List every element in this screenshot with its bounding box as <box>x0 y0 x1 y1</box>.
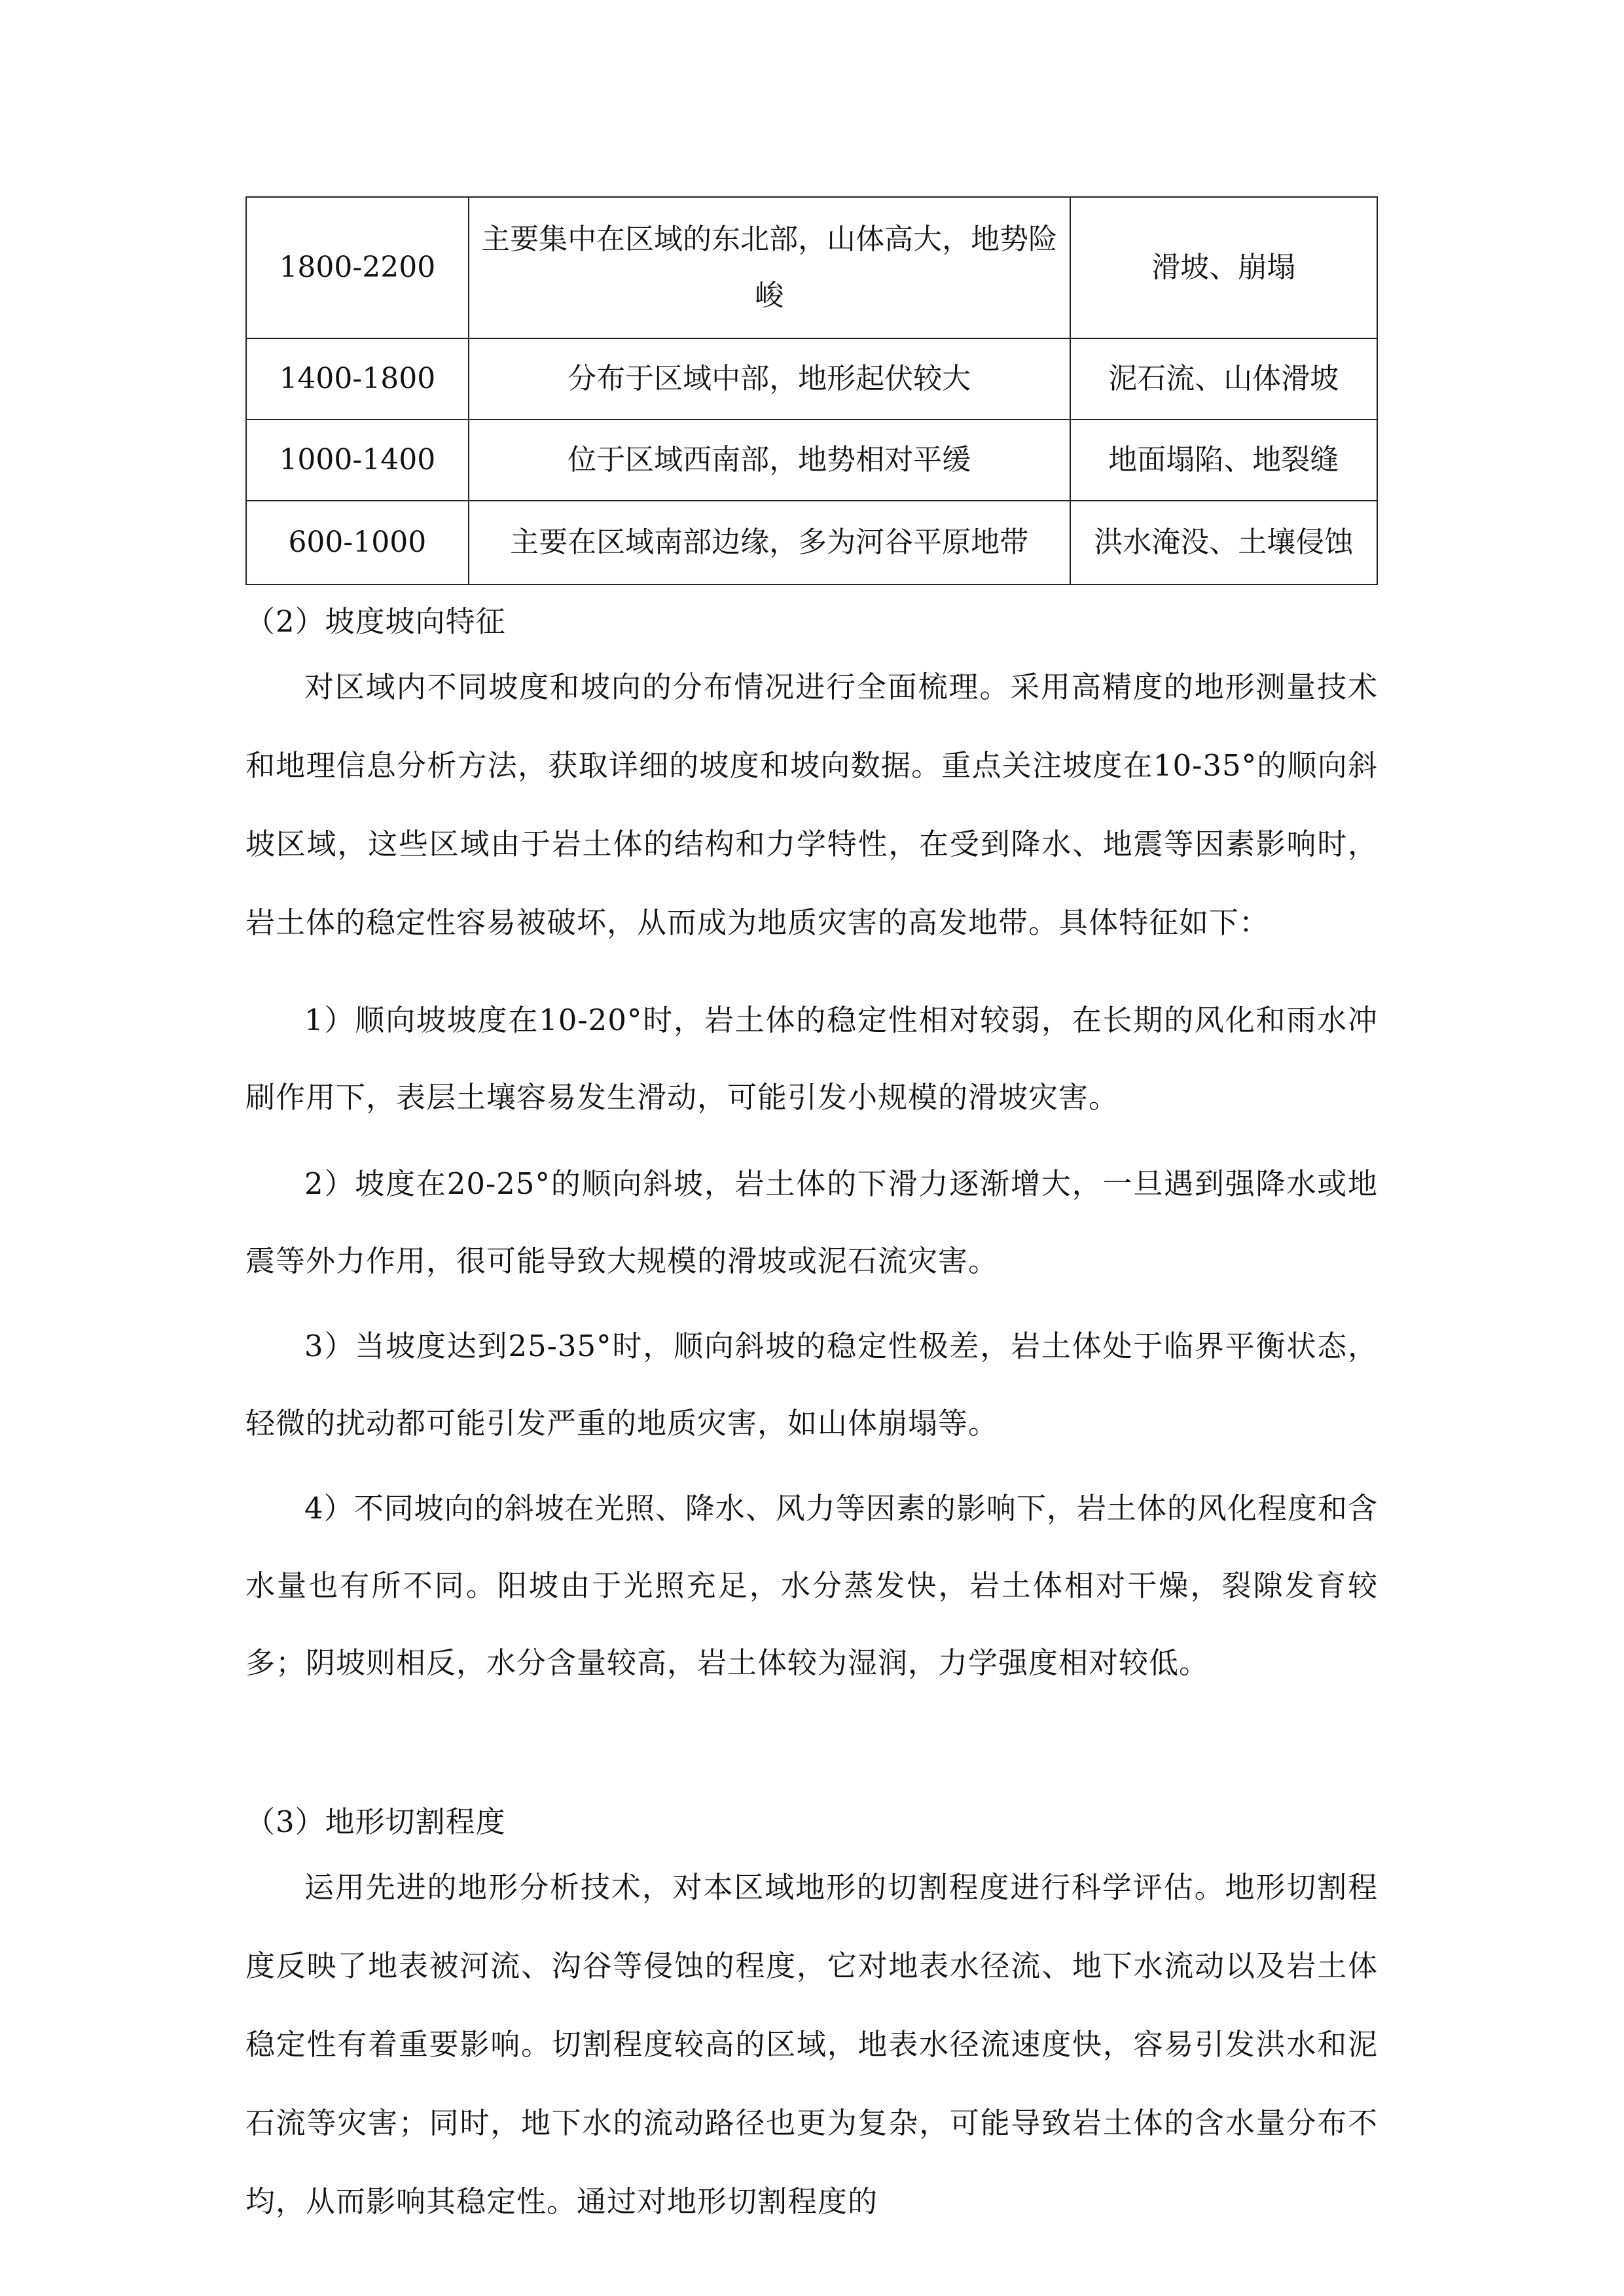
table-cell-range: 1400-1800 <box>246 338 469 420</box>
list-item: 2）坡度在20-25°的顺向斜坡，岩土体的下滑力逐渐增大，一旦遇到强降水或地震等外力作用，很可能导致大规模的滑坡或泥石流灾害。 <box>245 1166 1378 1278</box>
table-row <box>246 338 1377 420</box>
table-cell-hazard: 滑坡、崩塌 <box>1070 197 1377 338</box>
section-heading-dissection: （3）地形切割程度 <box>245 1804 506 1839</box>
list-item: 3）当坡度达到25-35°时，顺向斜坡的稳定性极差，岩土体处于临界平衡状态，轻微的扰动都可能引发严重的地质灾害，如山体崩塌等。 <box>245 1329 1378 1441</box>
table-cell-description: 主要在区域南部边缘，多为河谷平原地带 <box>469 501 1070 584</box>
table-row <box>246 420 1377 501</box>
paragraph-dissection-intro: 运用先进的地形分析技术，对本区域地形的切割程度进行科学评估。地形切割程度反映了地表被河流、沟谷等侵蚀的程度，它对地表水径流、地下水流动以及岩土体稳定性有着重要影响。切割程度较高的区域，地表水径流速度快，容易引发洪水和泥石流等灾害；同时，地下水的流动路径也更为复杂，可能导致岩土体的含水量分布不均，从而影响其稳定性。通过对地形切割程度的 <box>245 1870 1378 2219</box>
table-cell-range: 1000-1400 <box>246 420 469 501</box>
list-item: 4）不同坡向的斜坡在光照、降水、风力等因素的影响下，岩土体的风化程度和含水量也有所不同。阳坡由于光照充足，水分蒸发快，岩土体相对干燥，裂隙发育较多；阴坡则相反，水分含量较高，岩土体较为湿润，力学强度相对较低。 <box>245 1491 1378 1680</box>
paragraph-slope-intro: 对区域内不同坡度和坡向的分布情况进行全面梳理。采用高精度的地形测量技术和地理信息分析方法，获取详细的坡度和坡向数据。重点关注坡度在10-35°的顺向斜坡区域，这些区域由于岩土体的结构和力学特性，在受到降水、地震等因素影响时，岩土体的稳定性容易被破坏，从而成为地质灾害的高发地带。具体特征如下： <box>245 670 1378 940</box>
table-cell-hazard: 泥石流、山体滑坡 <box>1070 338 1377 420</box>
table-row <box>246 501 1377 584</box>
table-cell-description: 位于区域西南部，地势相对平缓 <box>469 420 1070 501</box>
table-row <box>246 197 1377 338</box>
table-cell-hazard: 地面塌陷、地裂缝 <box>1070 420 1377 501</box>
table-cell-description: 主要集中在区域的东北部，山体高大，地势险峻 <box>469 197 1070 338</box>
table-cell-range: 600-1000 <box>246 501 469 584</box>
table-cell-hazard: 洪水淹没、土壤侵蚀 <box>1070 501 1377 584</box>
table-cell-range: 1800-2200 <box>246 197 469 338</box>
table-cell-description: 分布于区域中部，地形起伏较大 <box>469 338 1070 420</box>
section-heading-slope: （2）坡度坡向特征 <box>245 604 506 639</box>
elevation-table <box>245 196 1378 585</box>
list-item: 1）顺向坡坡度在10-20°时，岩土体的稳定性相对较弱，在长期的风化和雨水冲刷作用下，表层土壤容易发生滑动，可能引发小规模的滑坡灾害。 <box>245 1003 1378 1115</box>
